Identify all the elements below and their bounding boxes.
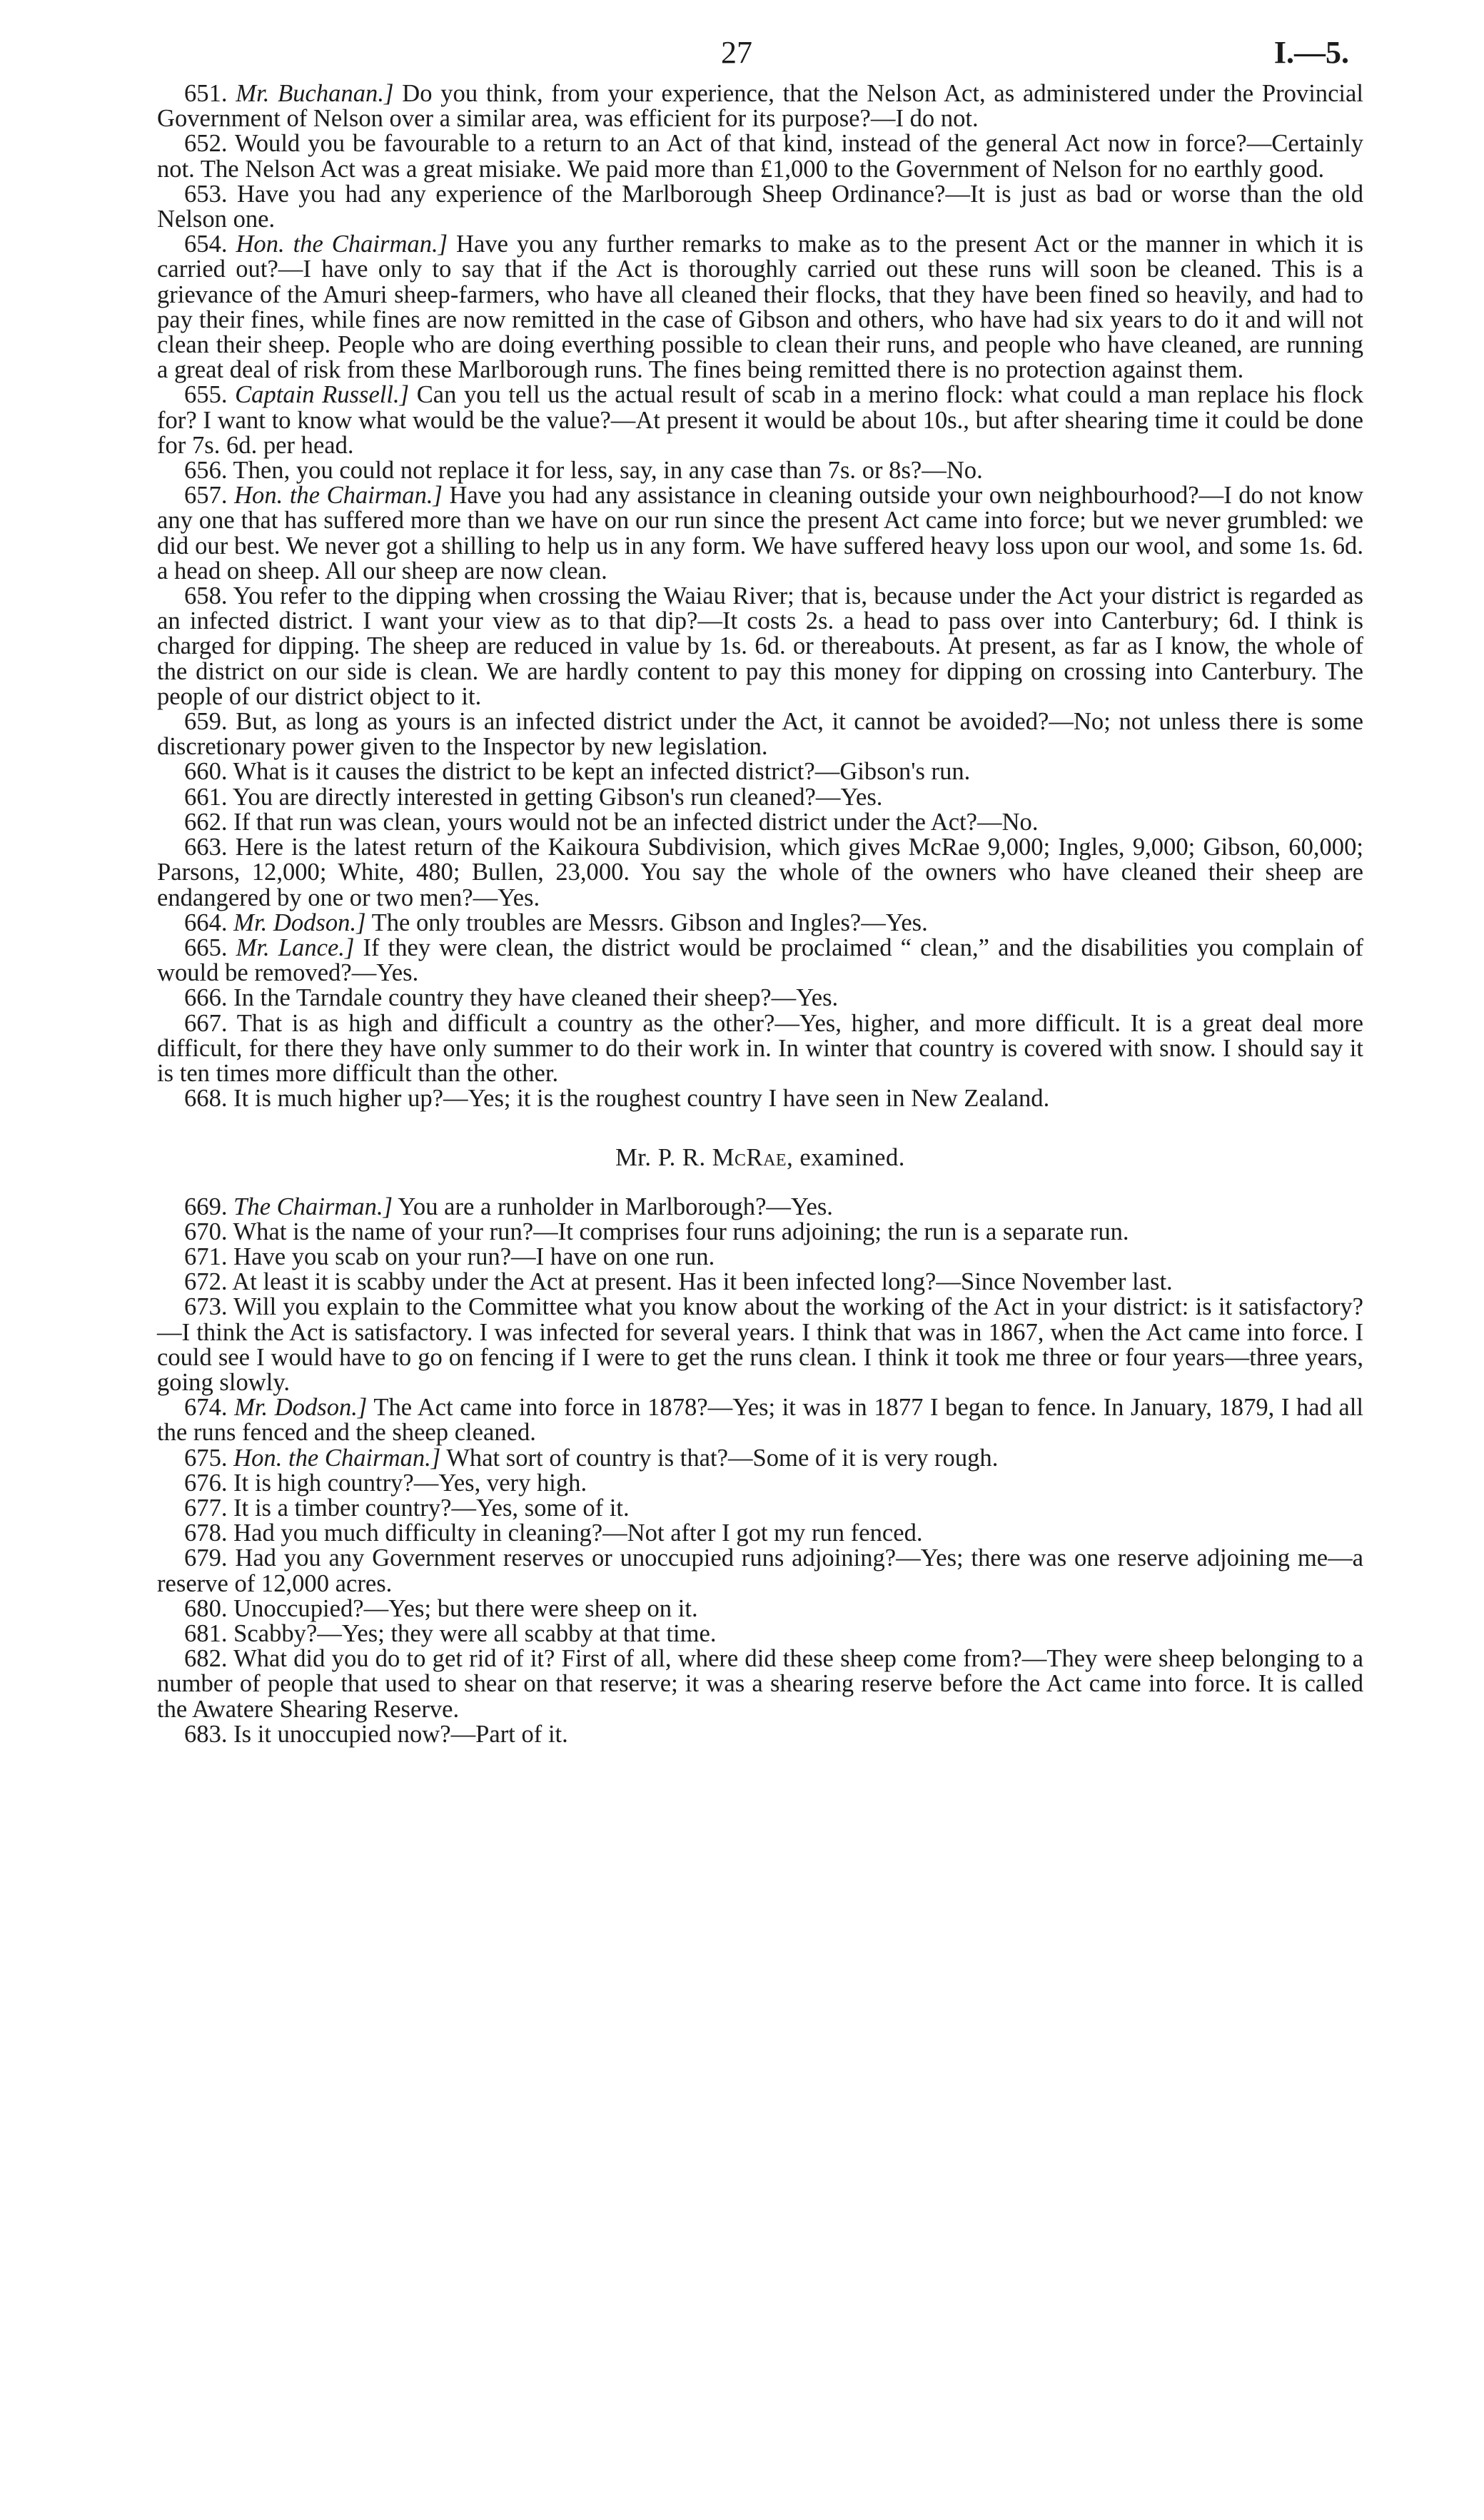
question-paragraph xyxy=(157,1496,1363,1521)
question-paragraph xyxy=(157,1722,1363,1747)
question-number: 661. xyxy=(184,783,228,811)
question-number: 666. xyxy=(184,984,228,1012)
question-paragraph xyxy=(157,1245,1363,1270)
witness-heading xyxy=(157,1145,1363,1170)
question-text: In the Tarndale country they have cleaned their sheep?—Yes. xyxy=(233,984,839,1012)
question-number: 664. xyxy=(184,909,228,936)
speaker-name: Mr. Buchanan.] xyxy=(236,80,394,107)
question-paragraph xyxy=(157,785,1363,810)
question-text: It is much higher up?—Yes; it is the roughest country I have seen in New Zealand. xyxy=(233,1085,1050,1113)
body-text xyxy=(157,81,1363,1747)
question-number: 675. xyxy=(184,1444,228,1472)
question-paragraph xyxy=(157,1295,1363,1395)
speaker-name: Mr. Dodson.] xyxy=(234,1394,368,1422)
question-number: 672. xyxy=(184,1268,228,1296)
question-paragraph xyxy=(157,1471,1363,1496)
question-number: 665. xyxy=(184,933,228,961)
question-number: 667. xyxy=(184,1009,228,1037)
question-number: 662. xyxy=(184,808,228,836)
question-paragraph xyxy=(157,182,1363,232)
question-text: Here is the latest return of the Kaikoura Subdivision, which gives McRae 9,000; Ingles, 9,000; Gibson, 60,000; Parsons, 12,000; White, 480; Bullen, 23,000. You say the whole of the owners who have cleaned their sheep are endangered by one or two men?—Yes. xyxy=(157,834,1363,911)
question-number: 677. xyxy=(184,1494,228,1522)
question-paragraph xyxy=(157,1446,1363,1471)
question-paragraph xyxy=(157,483,1363,584)
question-paragraph xyxy=(157,383,1363,458)
question-number: 651. xyxy=(184,80,228,107)
question-paragraph xyxy=(157,933,1363,987)
question-text: What is it causes the district to be kept an infected district?—Gibson's run. xyxy=(233,758,971,786)
question-text: Do you think, from your experience, that the Nelson Act, as administered under the Provincial Government of Nelson over a similar area, was efficient for its purpose?—I do not. xyxy=(157,80,1363,133)
question-number: 656. xyxy=(184,457,228,485)
question-paragraph xyxy=(157,458,1363,483)
question-text: Had you any Government reserves or unoccupied runs adjoining?—Yes; there was one reserve adjoining me—a reserve of 12,000 acres. xyxy=(157,1544,1363,1597)
evidence-section-2 xyxy=(157,1195,1363,1747)
question-text: Have you scab on your run?—I have on one run. xyxy=(233,1243,715,1270)
question-paragraph xyxy=(157,759,1363,784)
speaker-name: Mr. Lance.] xyxy=(236,933,355,961)
question-number: 660. xyxy=(184,758,228,786)
question-text: Can you tell us the actual result of scab in a merino flock: what could a man replace his flock for? I want to know what would be the value?—At present it would be about 10s., but after shearing time it could be done for 7s. 6d. per head. xyxy=(157,381,1363,459)
question-paragraph xyxy=(157,810,1363,835)
question-text: You refer to the dipping when crossing the Waiau River; that is, because under the Act your district is regarded as an infected district. I want your view as to that dip?—It costs 2s. a head to pass over into Canterbury; 6d. I think is charged for dipping. The sheep are reduced in value by 1s. 6d. or thereabouts. At present, as far as I know, the whole of the district on our side is clean. We are hardly content to pay this money for dipping on crossing into Canterbury. The people of our district object to it. xyxy=(157,582,1363,710)
evidence-section-1 xyxy=(157,81,1363,1111)
question-number: 674. xyxy=(184,1394,228,1422)
question-number: 653. xyxy=(184,180,228,208)
question-number: 655. xyxy=(184,381,228,409)
question-paragraph xyxy=(157,81,1363,131)
question-paragraph xyxy=(157,1596,1363,1621)
question-number: 669. xyxy=(184,1193,228,1220)
question-number: 668. xyxy=(184,1085,228,1113)
question-paragraph xyxy=(157,1086,1363,1111)
page-number: 27 xyxy=(721,35,752,70)
speaker-name: Hon. the Chairman.] xyxy=(236,231,448,258)
question-text: Then, you could not replace it for less, say, in any case than 7s. or 8s?—No. xyxy=(233,457,983,485)
question-number: 658. xyxy=(184,582,228,610)
question-number: 652. xyxy=(184,130,228,158)
question-paragraph xyxy=(157,1195,1363,1220)
question-number: 683. xyxy=(184,1720,228,1748)
question-number: 663. xyxy=(184,834,228,861)
question-paragraph xyxy=(157,1546,1363,1596)
question-text: Have you had any assistance in cleaning outside your own neighbourhood?—I do not know any one that has suffered more than we have on our run since the present Act came into force; but we never grumbled: we did our best. We never got a shilling to help us in any form. We have suffered heavy loss upon our wool, and some 1s. 6d. a head on sheep. All our sheep are now clean. xyxy=(157,482,1363,585)
speaker-name: Hon. the Chairman.] xyxy=(233,1444,441,1472)
question-text: What did you do to get rid of it? First of all, where did these sheep come from?—They were sheep belonging to a number of people that used to shear on that reserve; it was a shearing reserve before the Act came into force. It is called the Awatere Shearing Reserve. xyxy=(157,1645,1363,1723)
document-page xyxy=(157,29,1363,1747)
question-text: Unoccupied?—Yes; but there were sheep on it. xyxy=(233,1594,698,1622)
speaker-name: Hon. the Chairman.] xyxy=(234,482,443,510)
question-text: What is the name of your run?—It comprises four runs adjoining; the run is a separate run. xyxy=(233,1218,1129,1245)
question-text: If they were clean, the district would be proclaimed “ clean,” and the disabilities you complain of would be removed?—Yes. xyxy=(157,933,1363,987)
question-text: At least it is scabby under the Act at present. Has it been infected long?—Since November last. xyxy=(232,1268,1173,1296)
question-number: 679. xyxy=(184,1544,228,1572)
question-paragraph xyxy=(157,835,1363,911)
speaker-name: The Chairman.] xyxy=(233,1193,393,1220)
question-paragraph xyxy=(157,232,1363,383)
question-number: 681. xyxy=(184,1619,228,1647)
speaker-name: Mr. Dodson.] xyxy=(233,909,366,936)
page-header xyxy=(157,29,1363,71)
question-paragraph xyxy=(157,911,1363,936)
question-paragraph xyxy=(157,1395,1363,1445)
question-number: 673. xyxy=(184,1293,228,1321)
question-number: 680. xyxy=(184,1594,228,1622)
question-text: That is as high and difficult a country as the other?—Yes, higher, and more difficult. It is a great deal more difficult, for there they have only summer to do their work in. In winter that country is covered with snow. I should say it is ten times more difficult than the other. xyxy=(157,1009,1363,1087)
question-paragraph xyxy=(157,1521,1363,1546)
question-text: The only troubles are Messrs. Gibson and Ingles?—Yes. xyxy=(365,909,928,936)
speaker-name: Captain Russell.] xyxy=(235,381,410,409)
question-paragraph xyxy=(157,584,1363,709)
question-text: Will you explain to the Committee what you know about the working of the Act in your district: is it satisfactory?—I think the Act is satisfactory. I was infected for several years. I think that was in 1867, when the Act came into force. I could see I would have to go on fencing if I were to get the runs clean. I think it took me three or four years—three years, going slowly. xyxy=(157,1293,1363,1396)
question-text: It is a timber country?—Yes, some of it. xyxy=(233,1494,630,1522)
question-text: But, as long as yours is an infected district under the Act, it cannot be avoided?—No; not unless there is some discretionary power given to the Inspector by new legislation. xyxy=(157,708,1363,761)
question-text: If that run was clean, yours would not be an infected district under the Act?—No. xyxy=(233,808,1039,836)
witness-heading-prefix: Mr. P. R. xyxy=(615,1144,712,1172)
document-reference: I.—5. xyxy=(1273,35,1349,70)
question-text: Had you much difficulty in cleaning?—Not after I got my run fenced. xyxy=(233,1519,923,1547)
question-text: You are directly interested in getting Gibson's run cleaned?—Yes. xyxy=(232,783,883,811)
question-number: 657. xyxy=(184,482,228,510)
question-number: 654. xyxy=(184,231,228,258)
question-paragraph xyxy=(157,1646,1363,1722)
witness-name: McRae xyxy=(712,1144,787,1172)
question-text: Have you any further remarks to make as to the present Act or the manner in which it is carried out?—I have only to say that if the Act is thoroughly carried out these runs will soon be cleaned. This is a grievance of the Amuri sheep-farmers, who have all cleaned their flocks, that they have been fined so heavily, and had to pay their fines, while fines are now remitted in the case of Gibson and others, who have had six years to do it and will not clean their sheep. People who are doing everthing possible to clean their runs, and people who have cleaned, are running a great deal of risk from these Marlborough runs. The fines being remitted there is no protection against them. xyxy=(157,231,1363,384)
question-number: 670. xyxy=(184,1218,228,1245)
witness-heading-suffix: , examined. xyxy=(787,1144,905,1172)
question-text: Scabby?—Yes; they were all scabby at that time. xyxy=(233,1619,717,1647)
question-text: Have you had any experience of the Marlborough Sheep Ordinance?—It is just as bad or worse than the old Nelson one. xyxy=(157,180,1363,233)
question-paragraph xyxy=(157,709,1363,759)
question-text: The Act came into force in 1878?—Yes; it was in 1877 I began to fence. In January, 1879, I had all the runs fenced and the sheep cleaned. xyxy=(157,1394,1363,1447)
question-text: It is high country?—Yes, very high. xyxy=(233,1469,587,1497)
question-paragraph xyxy=(157,1011,1363,1087)
question-number: 671. xyxy=(184,1243,228,1270)
question-paragraph xyxy=(157,1220,1363,1245)
question-text: Is it unoccupied now?—Part of it. xyxy=(233,1720,568,1748)
question-text: What sort of country is that?—Some of it is very rough. xyxy=(440,1444,999,1472)
question-paragraph xyxy=(157,1270,1363,1295)
question-number: 678. xyxy=(184,1519,228,1547)
question-number: 682. xyxy=(184,1645,228,1673)
question-paragraph xyxy=(157,131,1363,181)
question-paragraph xyxy=(157,986,1363,1011)
question-paragraph xyxy=(157,1621,1363,1646)
question-text: Would you be favourable to a return to an Act of that kind, instead of the general Act now in force?—Certainly not. The Nelson Act was a great misiake. We paid more than £1,000 to the Government of Nelson for no earthly good. xyxy=(157,130,1363,183)
question-text: You are a runholder in Marlborough?—Yes. xyxy=(393,1193,833,1220)
question-number: 676. xyxy=(184,1469,228,1497)
question-number: 659. xyxy=(184,708,228,736)
